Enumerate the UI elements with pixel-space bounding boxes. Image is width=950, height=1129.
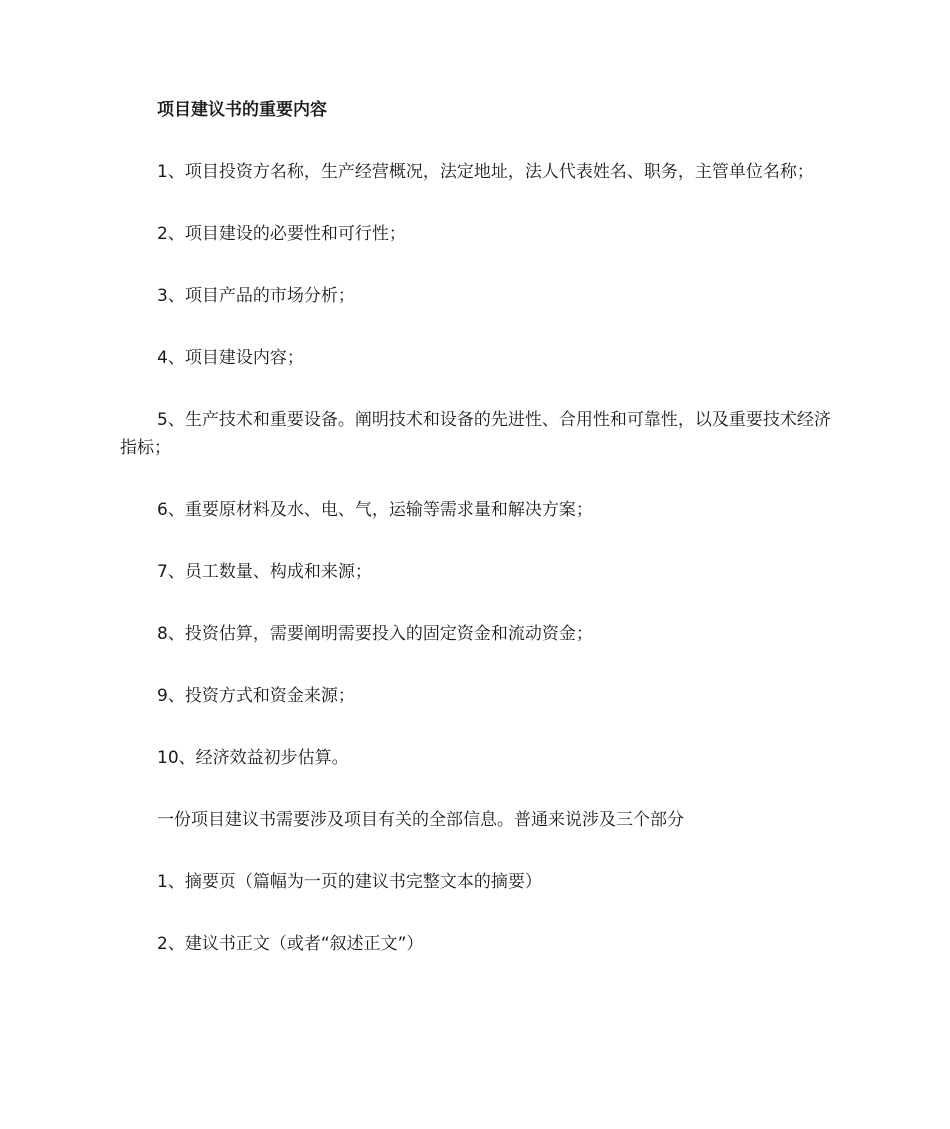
- part-item-2: 2、建议书正文（或者“叙述正文”）: [157, 934, 424, 954]
- document-title: 项目建议书的重要内容: [157, 100, 327, 120]
- paragraph-item-2: 2、项目建设的必要性和可行性；: [157, 224, 406, 244]
- paragraph-item-3: 3、项目产品的市场分析；: [157, 286, 355, 306]
- paragraph-item-5: 5、生产技术和重要设备。阐明技术和设备的先进性、合用性和可靠性，以及重要技术经济指标；: [120, 410, 831, 458]
- summary-paragraph: 一份项目建议书需要涉及项目有关的全部信息。普通来说涉及三个部分: [157, 810, 684, 830]
- paragraph-item-7: 7、员工数量、构成和来源；: [157, 562, 372, 582]
- part-item-1: 1、摘要页（篇幅为一页的建议书完整文本的摘要）: [157, 872, 542, 892]
- paragraph-item-10: 10、经济效益初步估算。: [157, 748, 349, 768]
- paragraph-item-8: 8、投资估算，需要阐明需要投入的固定资金和流动资金；: [157, 624, 593, 644]
- paragraph-item-9: 9、投资方式和资金来源；: [157, 686, 355, 706]
- paragraph-item-6: 6、重要原材料及水、电、气，运输等需求量和解决方案；: [157, 500, 593, 520]
- paragraph-item-1: 1、项目投资方名称，生产经营概况，法定地址，法人代表姓名、职务，主管单位名称；: [157, 162, 814, 182]
- document-body: [120, 96, 832, 958]
- paragraph-item-4: 4、项目建设内容；: [157, 348, 304, 368]
